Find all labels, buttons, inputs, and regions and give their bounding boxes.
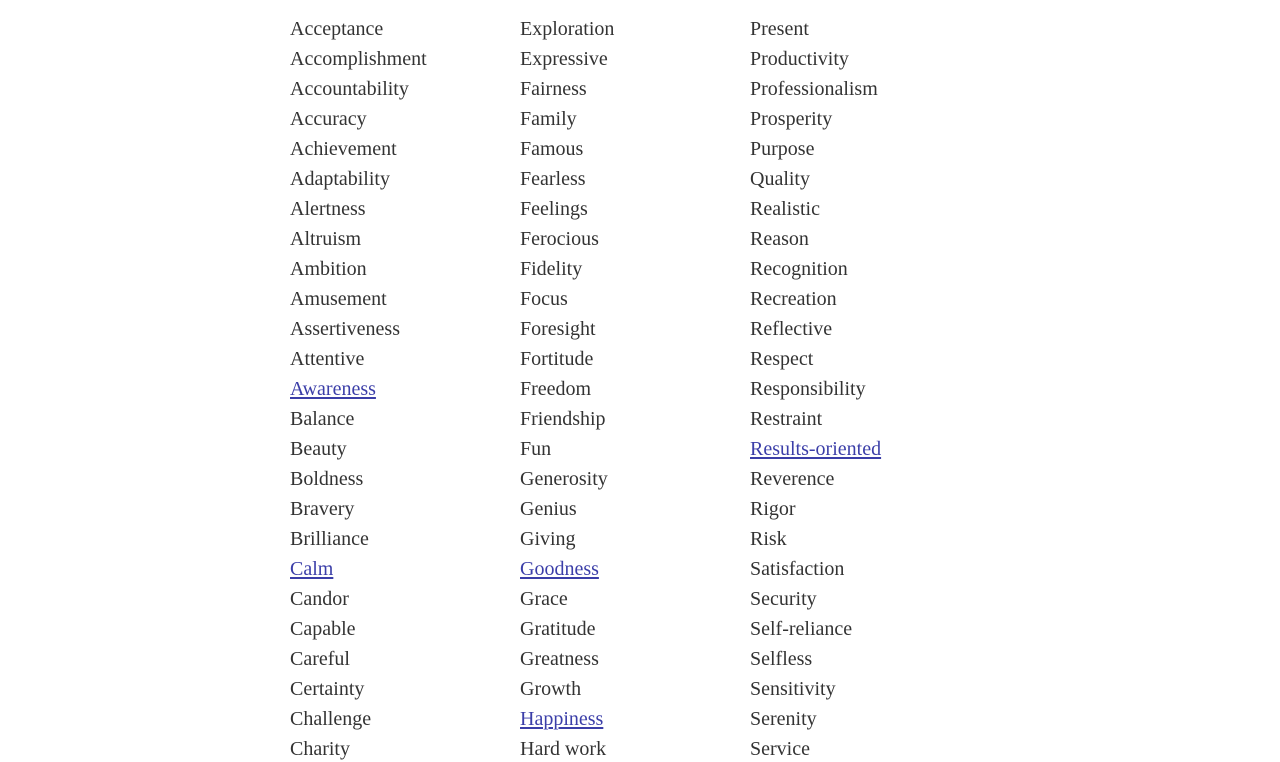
value-label: Sensitivity [750,678,836,700]
list-item [520,14,614,44]
list-item [290,734,427,762]
list-item [750,554,881,584]
list-item [290,44,427,74]
value-label: Security [750,588,817,610]
value-label: Fortitude [520,348,594,370]
value-label: Accomplishment [290,48,427,70]
value-label: Challenge [290,708,372,730]
value-label: Brilliance [290,528,369,550]
value-label: Fidelity [520,258,583,280]
value-label: Accuracy [290,108,367,130]
value-label: Expressive [520,48,608,70]
list-item [290,614,427,644]
list-item [520,644,614,674]
list-item [290,194,427,224]
value-label: Prosperity [750,108,833,130]
list-item [290,14,427,44]
value-label: Purpose [750,138,815,160]
list-item [290,464,427,494]
list-item [290,494,427,524]
list-item [520,344,614,374]
value-label: Selfless [750,648,813,670]
list-item [750,464,881,494]
list-item [520,224,614,254]
value-label: Ambition [290,258,367,280]
values-column-2 [520,14,614,762]
value-label: Assertiveness [290,318,400,340]
list-item [750,164,881,194]
list-item [750,44,881,74]
value-label: Responsibility [750,378,866,400]
list-item [750,524,881,554]
value-label: Risk [750,528,787,550]
list-item [750,104,881,134]
list-item [290,314,427,344]
value-label: Self-reliance [750,618,853,640]
list-item [520,584,614,614]
value-label: Giving [520,528,576,550]
value-label: Grace [520,588,568,610]
list-item [520,404,614,434]
value-label: Capable [290,618,356,640]
list-item [290,164,427,194]
list-item[interactable] [290,554,427,584]
list-item[interactable] [520,704,614,734]
value-label: Beauty [290,438,347,460]
value-label: Fearless [520,168,586,190]
list-item [750,374,881,404]
list-item [750,134,881,164]
list-item [750,674,881,704]
value-label: Alertness [290,198,366,220]
list-item [750,194,881,224]
value-label: Candor [290,588,349,610]
value-link[interactable]: Happiness [520,708,604,730]
list-item [290,224,427,254]
value-label: Service [750,738,810,760]
value-label: Amusement [290,288,387,310]
list-item [290,524,427,554]
value-label: Satisfaction [750,558,845,580]
list-item [520,284,614,314]
value-label: Recognition [750,258,848,280]
value-label: Friendship [520,408,606,430]
value-link[interactable]: Awareness [290,378,376,400]
value-label: Attentive [290,348,365,370]
list-item [520,734,614,762]
value-label: Charity [290,738,350,760]
value-label: Greatness [520,648,599,670]
list-item [290,344,427,374]
list-item [520,494,614,524]
list-item [290,254,427,284]
list-item [520,194,614,224]
list-item [750,734,881,762]
value-label: Gratitude [520,618,596,640]
value-label: Recreation [750,288,837,310]
list-item [750,344,881,374]
list-item [520,134,614,164]
list-item [520,374,614,404]
value-label: Certainty [290,678,365,700]
value-label: Accountability [290,78,409,100]
value-label: Careful [290,648,350,670]
list-item [520,44,614,74]
value-label: Ferocious [520,228,599,250]
list-item [750,494,881,524]
value-link[interactable]: Calm [290,558,334,580]
value-label: Feelings [520,198,588,220]
value-label: Growth [520,678,582,700]
value-label: Reverence [750,468,835,490]
list-item [750,314,881,344]
value-label: Present [750,18,809,40]
list-item [750,584,881,614]
list-item [290,74,427,104]
value-label: Family [520,108,577,130]
value-label: Famous [520,138,584,160]
list-item [750,644,881,674]
list-item [750,224,881,254]
value-label: Fairness [520,78,587,100]
value-label: Freedom [520,378,592,400]
list-item [520,104,614,134]
list-item [290,644,427,674]
value-label: Restraint [750,408,823,430]
list-item [520,674,614,704]
value-link[interactable]: Goodness [520,558,599,580]
value-label: Focus [520,288,568,310]
values-column-3 [750,14,881,762]
list-item [290,704,427,734]
list-item[interactable] [750,434,881,464]
value-label: Balance [290,408,355,430]
value-label: Generosity [520,468,608,490]
list-item [520,254,614,284]
list-item [750,254,881,284]
value-label: Altruism [290,228,362,250]
list-item [290,104,427,134]
list-item [520,524,614,554]
list-item [520,74,614,104]
list-item [520,464,614,494]
value-label: Acceptance [290,18,384,40]
list-item [520,434,614,464]
list-item [750,704,881,734]
value-label: Adaptability [290,168,390,190]
value-label: Reflective [750,318,833,340]
value-label: Productivity [750,48,849,70]
list-item [290,404,427,434]
list-item[interactable] [290,374,427,404]
list-item [750,74,881,104]
value-label: Boldness [290,468,364,490]
value-label: Achievement [290,138,397,160]
value-label: Genius [520,498,577,520]
list-item [750,404,881,434]
value-label: Serenity [750,708,817,730]
list-item [750,284,881,314]
value-label: Rigor [750,498,796,520]
list-item[interactable] [520,554,614,584]
value-label: Realistic [750,198,820,220]
list-item [520,314,614,344]
list-item [750,14,881,44]
list-item [750,614,881,644]
list-item [290,674,427,704]
list-item [520,164,614,194]
list-item [290,434,427,464]
value-label: Bravery [290,498,355,520]
values-column-1 [290,14,427,762]
value-label: Professionalism [750,78,878,100]
list-item [290,584,427,614]
value-label: Fun [520,438,552,460]
value-label: Quality [750,168,810,190]
value-label: Reason [750,228,809,250]
value-label: Hard work [520,738,607,760]
list-item [290,284,427,314]
value-label: Exploration [520,18,615,40]
list-item [290,134,427,164]
value-link[interactable]: Results-oriented [750,438,882,460]
list-item [520,614,614,644]
value-label: Foresight [520,318,596,340]
value-label: Respect [750,348,814,370]
